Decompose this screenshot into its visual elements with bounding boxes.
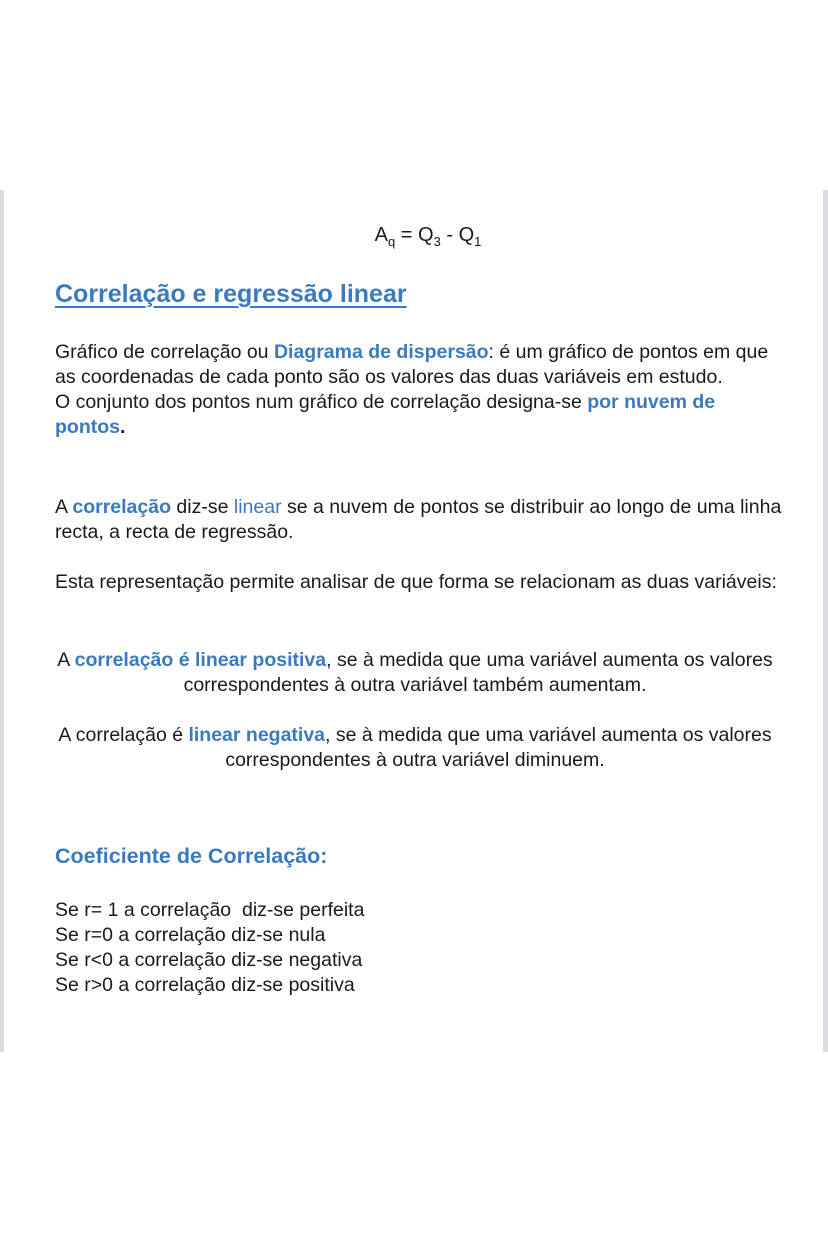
text: . — [119, 416, 126, 438]
paragraph-scatter-definition — [55, 340, 785, 440]
text: A correlação é — [58, 724, 189, 746]
text: A — [55, 496, 73, 518]
page-edge-left — [0, 190, 4, 1052]
formula-a: A — [374, 224, 388, 246]
document-page — [0, 190, 828, 1052]
highlight-positive: correlação é linear positiva — [74, 649, 327, 671]
text: , se à medida que uma variável aumenta os valores correspondentes à outra variável também aumentam. — [183, 649, 773, 696]
rule-item: Se r>0 a correlação diz-se positiva — [55, 974, 355, 996]
highlight-correlation: correlação — [72, 496, 172, 518]
rule-item: Se r<0 a correlação diz-se negativa — [55, 949, 363, 971]
formula-eq: = Q — [395, 224, 434, 246]
rule-item: Se r= 1 a correlação diz-se perfeita — [55, 899, 365, 921]
highlight-scatter-diagram: Diagrama de dispersão — [273, 341, 489, 363]
text: se a nuvem de pontos se distribuir ao longo de uma linha recta, a recta de regressão. — [55, 496, 782, 543]
text: Gráfico de correlação ou — [55, 341, 274, 363]
formula-sub-1: 1 — [474, 234, 482, 249]
text: A — [57, 649, 75, 671]
paragraph-positive-correlation — [45, 648, 785, 698]
interquartile-formula — [0, 224, 828, 249]
text: : é um gráfico de pontos em que as coordenadas de cada ponto são os valores das duas variáveis em estudo. — [55, 341, 769, 388]
text: , se à medida que uma variável aumenta os valores correspondentes à outra variável diminuem. — [225, 724, 772, 771]
highlight-point-cloud: por nuvem de pontos — [55, 391, 716, 438]
rule-item: Se r=0 a correlação diz-se nula — [55, 924, 326, 946]
formula-minus: - Q — [440, 224, 475, 246]
paragraph-negative-correlation — [45, 723, 785, 773]
highlight-negative: linear negativa — [188, 724, 326, 746]
highlight-linear: linear — [233, 496, 282, 518]
formula-sub-3: 3 — [433, 234, 441, 249]
paragraph-linear-correlation — [55, 495, 785, 545]
text: diz-se — [171, 496, 234, 518]
formula-sub-q: q — [387, 234, 396, 249]
page-edge-right — [823, 190, 828, 1052]
section-title-correlation: Correlação e regressão linear — [55, 280, 407, 308]
section-title-coefficient: Coeficiente de Correlação: — [55, 844, 328, 868]
text: O conjunto dos pontos num gráfico de correlação designa-se — [55, 391, 588, 413]
paragraph-representation: Esta representação permite analisar de que forma se relacionam as duas variáveis: — [55, 571, 777, 593]
coefficient-rules-list — [55, 898, 364, 998]
